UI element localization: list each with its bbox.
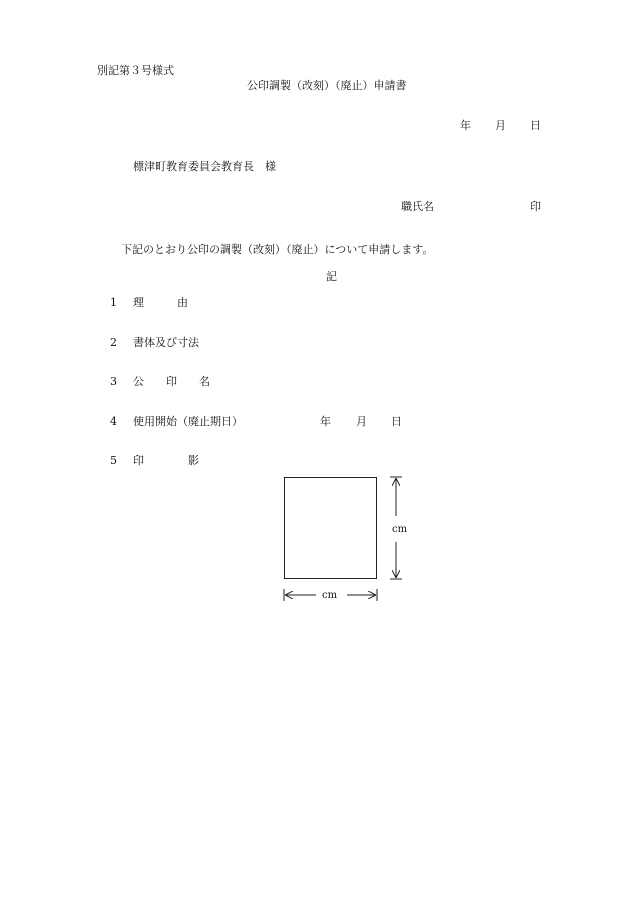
date-month: 月 xyxy=(495,119,506,132)
item-number-1: 1 xyxy=(110,296,117,309)
seal-width-unit: cm xyxy=(322,590,338,601)
item-label-start-date: 使用開始（廃止期日） xyxy=(133,415,243,428)
item4-month: 月 xyxy=(356,415,367,428)
item4-day: 日 xyxy=(391,415,402,428)
applicant-label: 職氏名 xyxy=(401,200,434,213)
item-label-impression: 印 影 xyxy=(133,454,199,467)
applicant-seal-mark: 印 xyxy=(530,200,541,213)
ki-heading: 記 xyxy=(326,270,337,283)
item-label-seal-name: 公 印 名 xyxy=(133,375,210,388)
body-text: 下記のとおり公印の調製（改刻）（廃止）について申請します。 xyxy=(121,243,434,256)
item-number-2: 2 xyxy=(110,336,117,349)
document-title: 公印調製（改刻）（廃止）申請書 xyxy=(247,79,407,92)
date-day: 日 xyxy=(530,119,541,132)
addressee: 標津町教育委員会教育長 様 xyxy=(133,160,276,173)
item-number-4: 4 xyxy=(110,415,117,428)
seal-height-unit: cm xyxy=(392,524,408,535)
date-year: 年 xyxy=(460,119,471,132)
item-label-font-size: 書体及び寸法 xyxy=(133,336,199,349)
item-number-5: 5 xyxy=(110,454,117,467)
form-number: 別記第３号様式 xyxy=(97,64,174,77)
item-number-3: 3 xyxy=(110,375,117,388)
item4-year: 年 xyxy=(320,415,331,428)
item-label-reason: 理 由 xyxy=(133,296,188,309)
